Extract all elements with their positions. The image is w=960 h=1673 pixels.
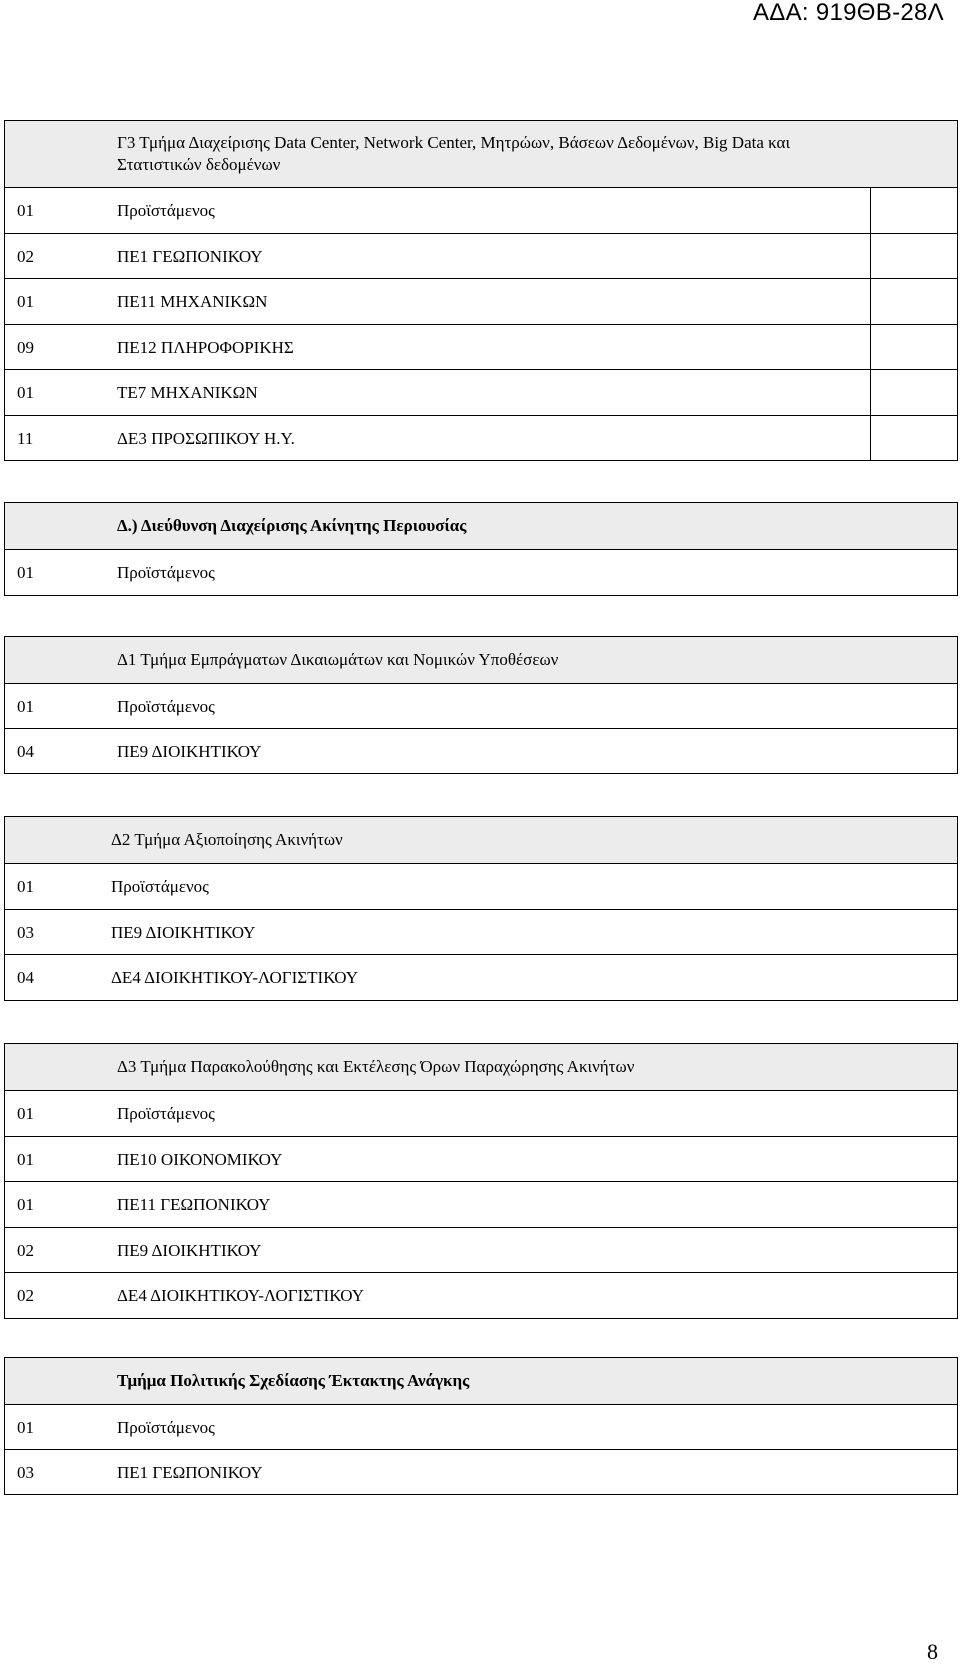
position-count: 03 [17, 1463, 34, 1482]
section-header [5, 503, 957, 549]
position-count: 01 [17, 201, 34, 220]
table-row [5, 233, 957, 279]
position-title: ΠΕ1 ΓΕΩΠΟΝΙΚΟΥ [117, 1463, 263, 1482]
section-title-line: Δ.) Διεύθυνση Διαχείρισης Ακίνητης Περιουσίας [117, 516, 467, 535]
section-title-line: Δ2 Τμήμα Αξιοποίησης Ακινήτων [111, 830, 343, 849]
section-title-line: Δ1 Τμήμα Εμπράγματων Δικαιωμάτων και Νομικών Υποθέσεων [117, 650, 559, 669]
position-count: 02 [17, 1240, 34, 1260]
table-row [5, 187, 957, 233]
position-title: ΠΕ9 ΔΙΟΙΚΗΤΙΚΟΥ [111, 922, 256, 942]
position-title: ΠΕ10 ΟΙΚΟΝΟΜΙΚΟΥ [117, 1149, 283, 1169]
position-count: 02 [17, 1286, 34, 1305]
position-title: ΠΕ1 ΓΕΩΠΟΝΙΚΟΥ [117, 246, 263, 266]
page-number: 8 [927, 1639, 938, 1664]
table-row [5, 1227, 957, 1273]
section-table [4, 816, 958, 1001]
position-title: ΤΕ7 ΜΗΧΑΝΙΚΩΝ [117, 383, 258, 402]
position-count: 01 [17, 563, 34, 582]
section-title-line: Δ3 Τμήμα Παρακολούθησης και Εκτέλεσης Όρων Παραχώρησης Ακινήτων [117, 1057, 635, 1076]
table-row [5, 549, 957, 595]
position-count: 01 [17, 292, 34, 311]
position-title: Προϊστάμενος [117, 697, 215, 716]
table-row [5, 954, 957, 1000]
table-row [5, 1136, 957, 1182]
section-title-line: Τμήμα Πολιτικής Σχεδίασης Έκτακτης Ανάγκης [117, 1371, 470, 1390]
section-header [5, 1044, 957, 1090]
section-table [4, 1357, 958, 1495]
table-row [5, 415, 957, 461]
position-title: ΔΕ4 ΔΙΟΙΚΗΤΙΚΟΥ-ΛΟΓΙΣΤΙΚΟΥ [117, 1286, 365, 1305]
position-count: 01 [17, 1149, 34, 1169]
position-count: 04 [17, 968, 34, 987]
section-title-line: Γ3 Τμήμα Διαχείρισης Data Center, Network Center, Μητρώων, Βάσεων Δεδομένων, Big Data και [117, 133, 791, 152]
position-count: 01 [17, 877, 34, 896]
section-header [5, 817, 957, 863]
position-count: 01 [17, 1418, 34, 1437]
position-count: 01 [17, 697, 34, 716]
position-count: 02 [17, 246, 34, 266]
section-title-line: Στατιστικών δεδομένων [117, 155, 281, 174]
position-title: ΔΕ4 ΔΙΟΙΚΗΤΙΚΟΥ-ΛΟΓΙΣΤΙΚΟΥ [111, 968, 359, 987]
column-divider [870, 187, 871, 460]
position-count: 01 [17, 1195, 34, 1214]
table-row [5, 369, 957, 415]
position-title: Προϊστάμενος [111, 877, 209, 896]
position-count: 04 [17, 742, 34, 761]
position-title: ΠΕ12 ΠΛΗΡΟΦΟΡΙΚΗΣ [117, 337, 294, 357]
table-row [5, 324, 957, 370]
table-row [5, 728, 957, 773]
ada-code: ΑΔΑ: 919ΘΒ-28Λ [752, 0, 944, 26]
section-table [4, 636, 958, 774]
position-title: Προϊστάμενος [117, 1418, 215, 1437]
position-title: ΠΕ11 ΜΗΧΑΝΙΚΩΝ [117, 292, 268, 311]
position-count: 09 [17, 337, 34, 357]
table-row [5, 863, 957, 909]
position-title: Προϊστάμενος [117, 1104, 215, 1123]
table-row [5, 1090, 957, 1136]
section-table [4, 502, 958, 596]
position-count: 11 [17, 428, 34, 448]
table-row [5, 1181, 957, 1227]
table-row [5, 683, 957, 728]
position-title: Προϊστάμενος [117, 563, 215, 582]
position-title: ΠΕ11 ΓΕΩΠΟΝΙΚΟΥ [117, 1195, 271, 1214]
position-title: ΠΕ9 ΔΙΟΙΚΗΤΙΚΟΥ [117, 742, 262, 761]
table-row [5, 1449, 957, 1494]
section-header [5, 637, 957, 683]
section-table [4, 1043, 958, 1319]
section-header [5, 1358, 957, 1404]
position-title: ΠΕ9 ΔΙΟΙΚΗΤΙΚΟΥ [117, 1240, 262, 1260]
table-row [5, 1404, 957, 1449]
position-title: Προϊστάμενος [117, 201, 215, 220]
position-count: 01 [17, 1104, 34, 1123]
section-header [5, 121, 957, 187]
position-count: 03 [17, 922, 34, 942]
section-table [4, 120, 958, 461]
table-row [5, 909, 957, 955]
table-row [5, 278, 957, 324]
position-count: 01 [17, 383, 34, 402]
position-title: ΔΕ3 ΠΡΟΣΩΠΙΚΟΥ Η.Υ. [117, 428, 295, 448]
table-row [5, 1272, 957, 1318]
